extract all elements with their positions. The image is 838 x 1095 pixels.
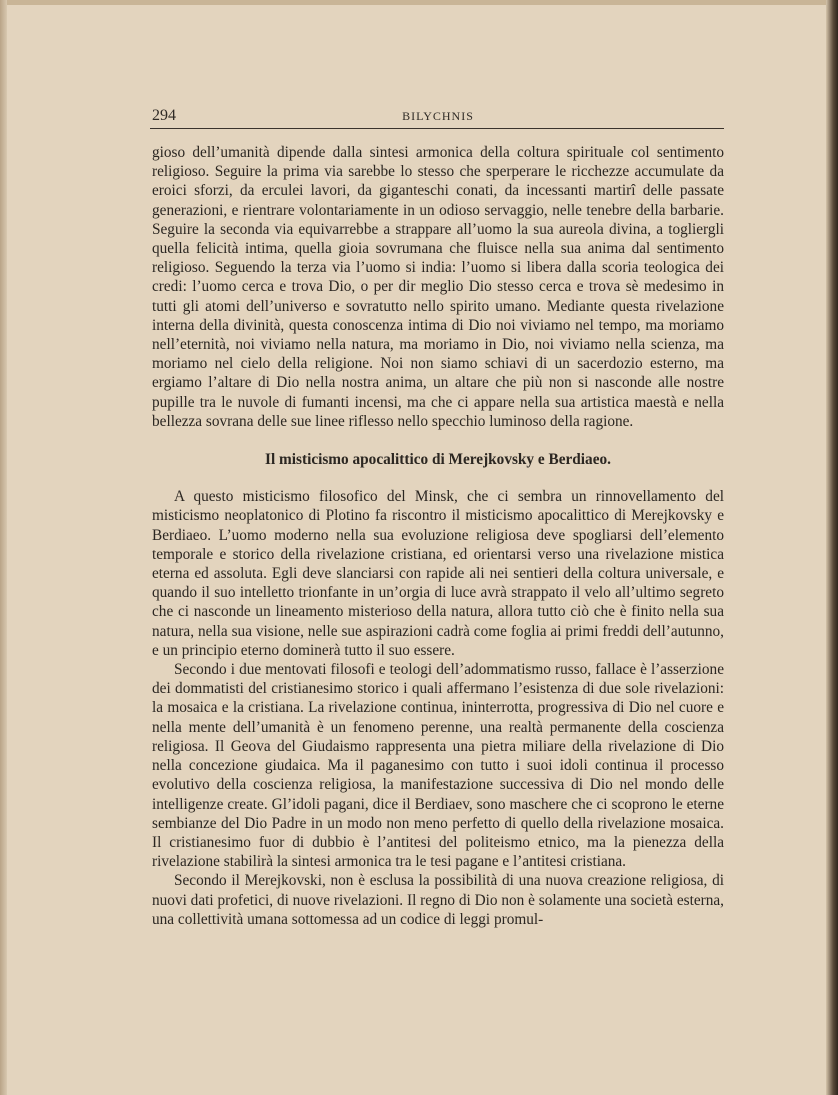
page-header xyxy=(152,107,724,129)
section-heading: Il misticismo apocalittico di Merejkovsky e Berdiaeo. xyxy=(265,451,611,469)
running-head: BILYCHNIS xyxy=(402,109,474,123)
body-text xyxy=(152,143,724,929)
book-spine-edge xyxy=(826,0,838,1095)
page-left-edge xyxy=(0,0,7,1095)
paragraph-2: A questo misticismo filosofico del Minsk, che ci sembra un rinnovellamento del misticismo neoplatonico di Plotino fa riscontro il misticismo apocalittico di Merejkovsky e Berdiaeo. L’uomo moderno nella sua evoluzione religiosa deve spogliarsi dell’elemento temporale e storico della rivelazione cristiana, ed orientarsi verso una rivelazione mistica eterna ed assoluta. Egli deve slanciarsi con rapide ali nei sentieri della coltura universale, e quando il suo intelletto trionfante in un’orgia di luce avrà strappato il velo all’ultimo segreto che ci nasconde un lineamento misterioso della natura, allora tutto ciò che è finito nella sua natura, nella sua visione, nelle sue aspirazioni cadrà come foglia ai primi freddi dell’autunno, e un principio eterno dominerà tutto il suo essere. xyxy=(152,488,724,659)
paragraph-3: Secondo i due mentovati filosofi e teologi dell’adommatismo russo, fallace è l’asserzione dei dommatisti del cristianesimo storico i quali affermano l’esistenza di due sole rivelazioni: la mosaica e la cristiana. La rivelazione continua, ininterrotta, progressiva di Dio nel cuore e nella mente dell’umanità è un fenomeno perenne, una realtà permanente della coscienza religiosa. Il Geova del Giudaismo rappresenta una pietra miliare della rivelazione di Dio nella concezione giudaica. Ma il paganesimo con tutto i suoi idoli continua il processo evolutivo della coscienza religiosa, la manifestazione successiva di Dio nel mondo delle intelligenze create. Gl’idoli pagani, dice il Berdiaev, sono maschere che ci scoprono le eterne sembianze del Dio Padre in un modo non meno perfetto di quello della rivelazione mosaica. Il cristianesimo fuor di dubbio è l’antitesi del politeismo etnico, ma la pienezza della rivelazione stabilirà la sintesi armonica tra le tesi pagane e l’antitesi cristiana. xyxy=(152,661,724,871)
paragraph-1: gioso dell’umanità dipende dalla sintesi armonica della coltura spirituale col sentimento religioso. Seguire la prima via sarebbe lo stesso che sperperare le ricchezze accumulate da eroici sforzi, da erculei lavori, da giganteschi conati, da incessanti martirî delle passate generazioni, e rientrare volontariamente in un odioso servaggio, nelle tenebre della barbarie. Seguire la seconda via equivarrebbe a strappare all’uomo la sua aureola divina, a togliergli quella felicità intima, quella gioia sovrumana che fluisce nella sua anima dal sentimento religioso. Seguendo la terza via l’uomo si india: l’uomo si libera dalla scoria teologica dei credi: l’uomo cerca e trova Dio, o per dir meglio Dio stesso cerca e trova sè medesimo in tutti gli atomi dell’universo e sovratutto nello spirito umano. Mediante questa rivelazione interna della divinità, questa conoscenza intima di Dio noi viviamo nel tempo, ma moriamo nell’eternità, noi viviamo nella natura, ma moriamo in Dio, noi viviamo nella scienza, ma moriamo nel cielo della religione. Noi non siamo schiavi di un sacerdozio esterno, ma ergiamo l’altare di Dio nella nostra anima, un altare che più non si nasconde alle nostre pupille tra le nuvole di fumanti incensi, ma che ci appare nella sua artistica maestà e nella bellezza sovrana delle sue linee riflesso nello specchio luminoso della ragione. xyxy=(152,144,724,430)
paragraph-4: Secondo il Merejkovski, non è esclusa la possibilità di una nuova creazione religiosa, di nuovi dati profetici, di nuove rivelazioni. Il regno di Dio non è solamente una società esterna, una collettività umana sottomessa ad un codice di leggi promul- xyxy=(152,872,724,928)
header-rule xyxy=(150,128,724,129)
page-number: 294 xyxy=(152,107,176,124)
page-top-edge xyxy=(0,0,838,5)
